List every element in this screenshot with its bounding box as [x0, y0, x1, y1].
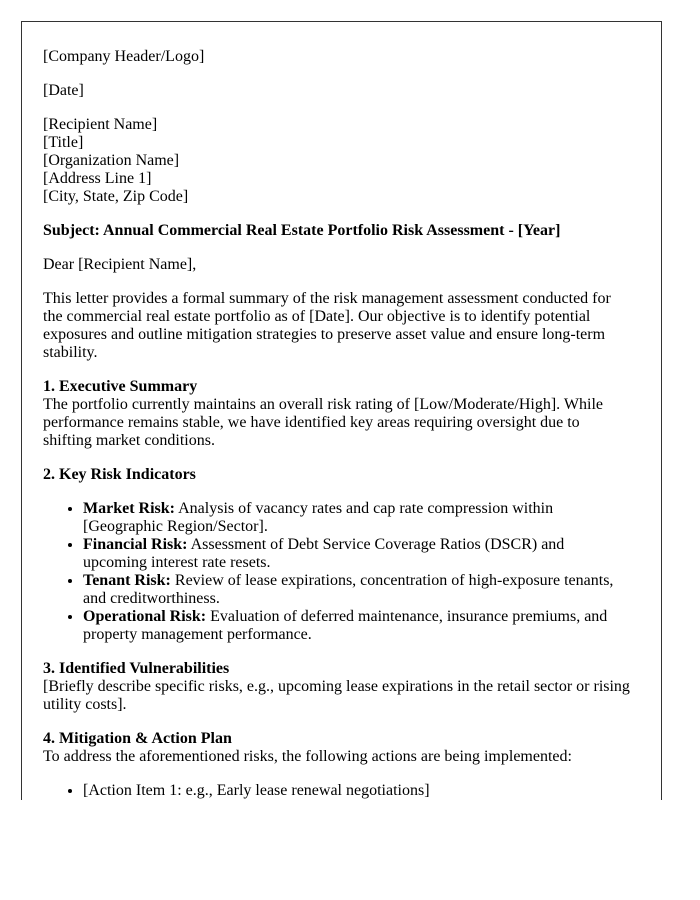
action-item-text: [Action Item 1: e.g., Early lease renewal negotiations]	[83, 782, 430, 799]
company-header-placeholder: [Company Header/Logo]	[43, 48, 205, 65]
intro-paragraph: This letter provides a formal summary of the risk management assessment conducted for the commercial real estate portfolio as of [Date]. Our objective is to identify potential exposures and outline mitigation strategies to preserve asset value and ensure long-term stability.	[43, 290, 611, 361]
section-body: The portfolio currently maintains an overall risk rating of [Low/Moderate/High]. While performance remains stable, we have identified key areas requiring oversight due to shifting market conditions.	[43, 396, 603, 449]
salutation: Dear [Recipient Name],	[43, 256, 197, 273]
risk-description: Assessment of Debt Service Coverage Ratios (DSCR) and upcoming interest rate resets.	[83, 536, 565, 571]
risk-description: Analysis of vacancy rates and cap rate compression within [Geographic Region/Sector].	[83, 500, 554, 535]
section-heading: 1. Executive Summary	[43, 378, 198, 395]
list-item	[83, 536, 631, 572]
section-mitigation-action-plan	[43, 730, 631, 766]
section-body: To address the aforementioned risks, the following actions are being implemented:	[43, 748, 572, 765]
recipient-line: [Recipient Name]	[43, 116, 158, 133]
list-item	[83, 500, 631, 536]
recipient-address-block	[43, 116, 631, 206]
subject-line: Subject: Annual Commercial Real Estate Portfolio Risk Assessment - [Year]	[43, 222, 561, 239]
risk-label: Financial Risk:	[83, 536, 188, 553]
risk-label: Tenant Risk:	[83, 572, 171, 589]
section-heading: 4. Mitigation & Action Plan	[43, 730, 232, 747]
recipient-line: [Organization Name]	[43, 152, 180, 169]
list-item	[83, 572, 631, 608]
section-heading: 3. Identified Vulnerabilities	[43, 660, 230, 677]
action-item-list	[43, 782, 631, 800]
section-executive-summary	[43, 378, 631, 450]
date-line: [Date]	[43, 82, 84, 99]
section-identified-vulnerabilities	[43, 660, 631, 714]
recipient-line: [Title]	[43, 134, 84, 151]
risk-description: Evaluation of deferred maintenance, insurance premiums, and property management performance.	[83, 608, 608, 643]
list-item	[83, 782, 631, 800]
letter-document	[21, 21, 662, 800]
section-key-risk-indicators-heading	[43, 466, 631, 484]
risk-indicator-list	[43, 500, 631, 644]
list-item	[83, 608, 631, 644]
risk-description: Review of lease expirations, concentration of high-exposure tenants, and creditworthiness.	[83, 572, 614, 607]
section-body: [Briefly describe specific risks, e.g., upcoming lease expirations in the retail sector or rising utility costs].	[43, 678, 630, 713]
recipient-line: [Address Line 1]	[43, 170, 152, 187]
recipient-line: [City, State, Zip Code]	[43, 188, 189, 205]
section-heading: 2. Key Risk Indicators	[43, 466, 196, 483]
risk-label: Market Risk:	[83, 500, 175, 517]
risk-label: Operational Risk:	[83, 608, 207, 625]
